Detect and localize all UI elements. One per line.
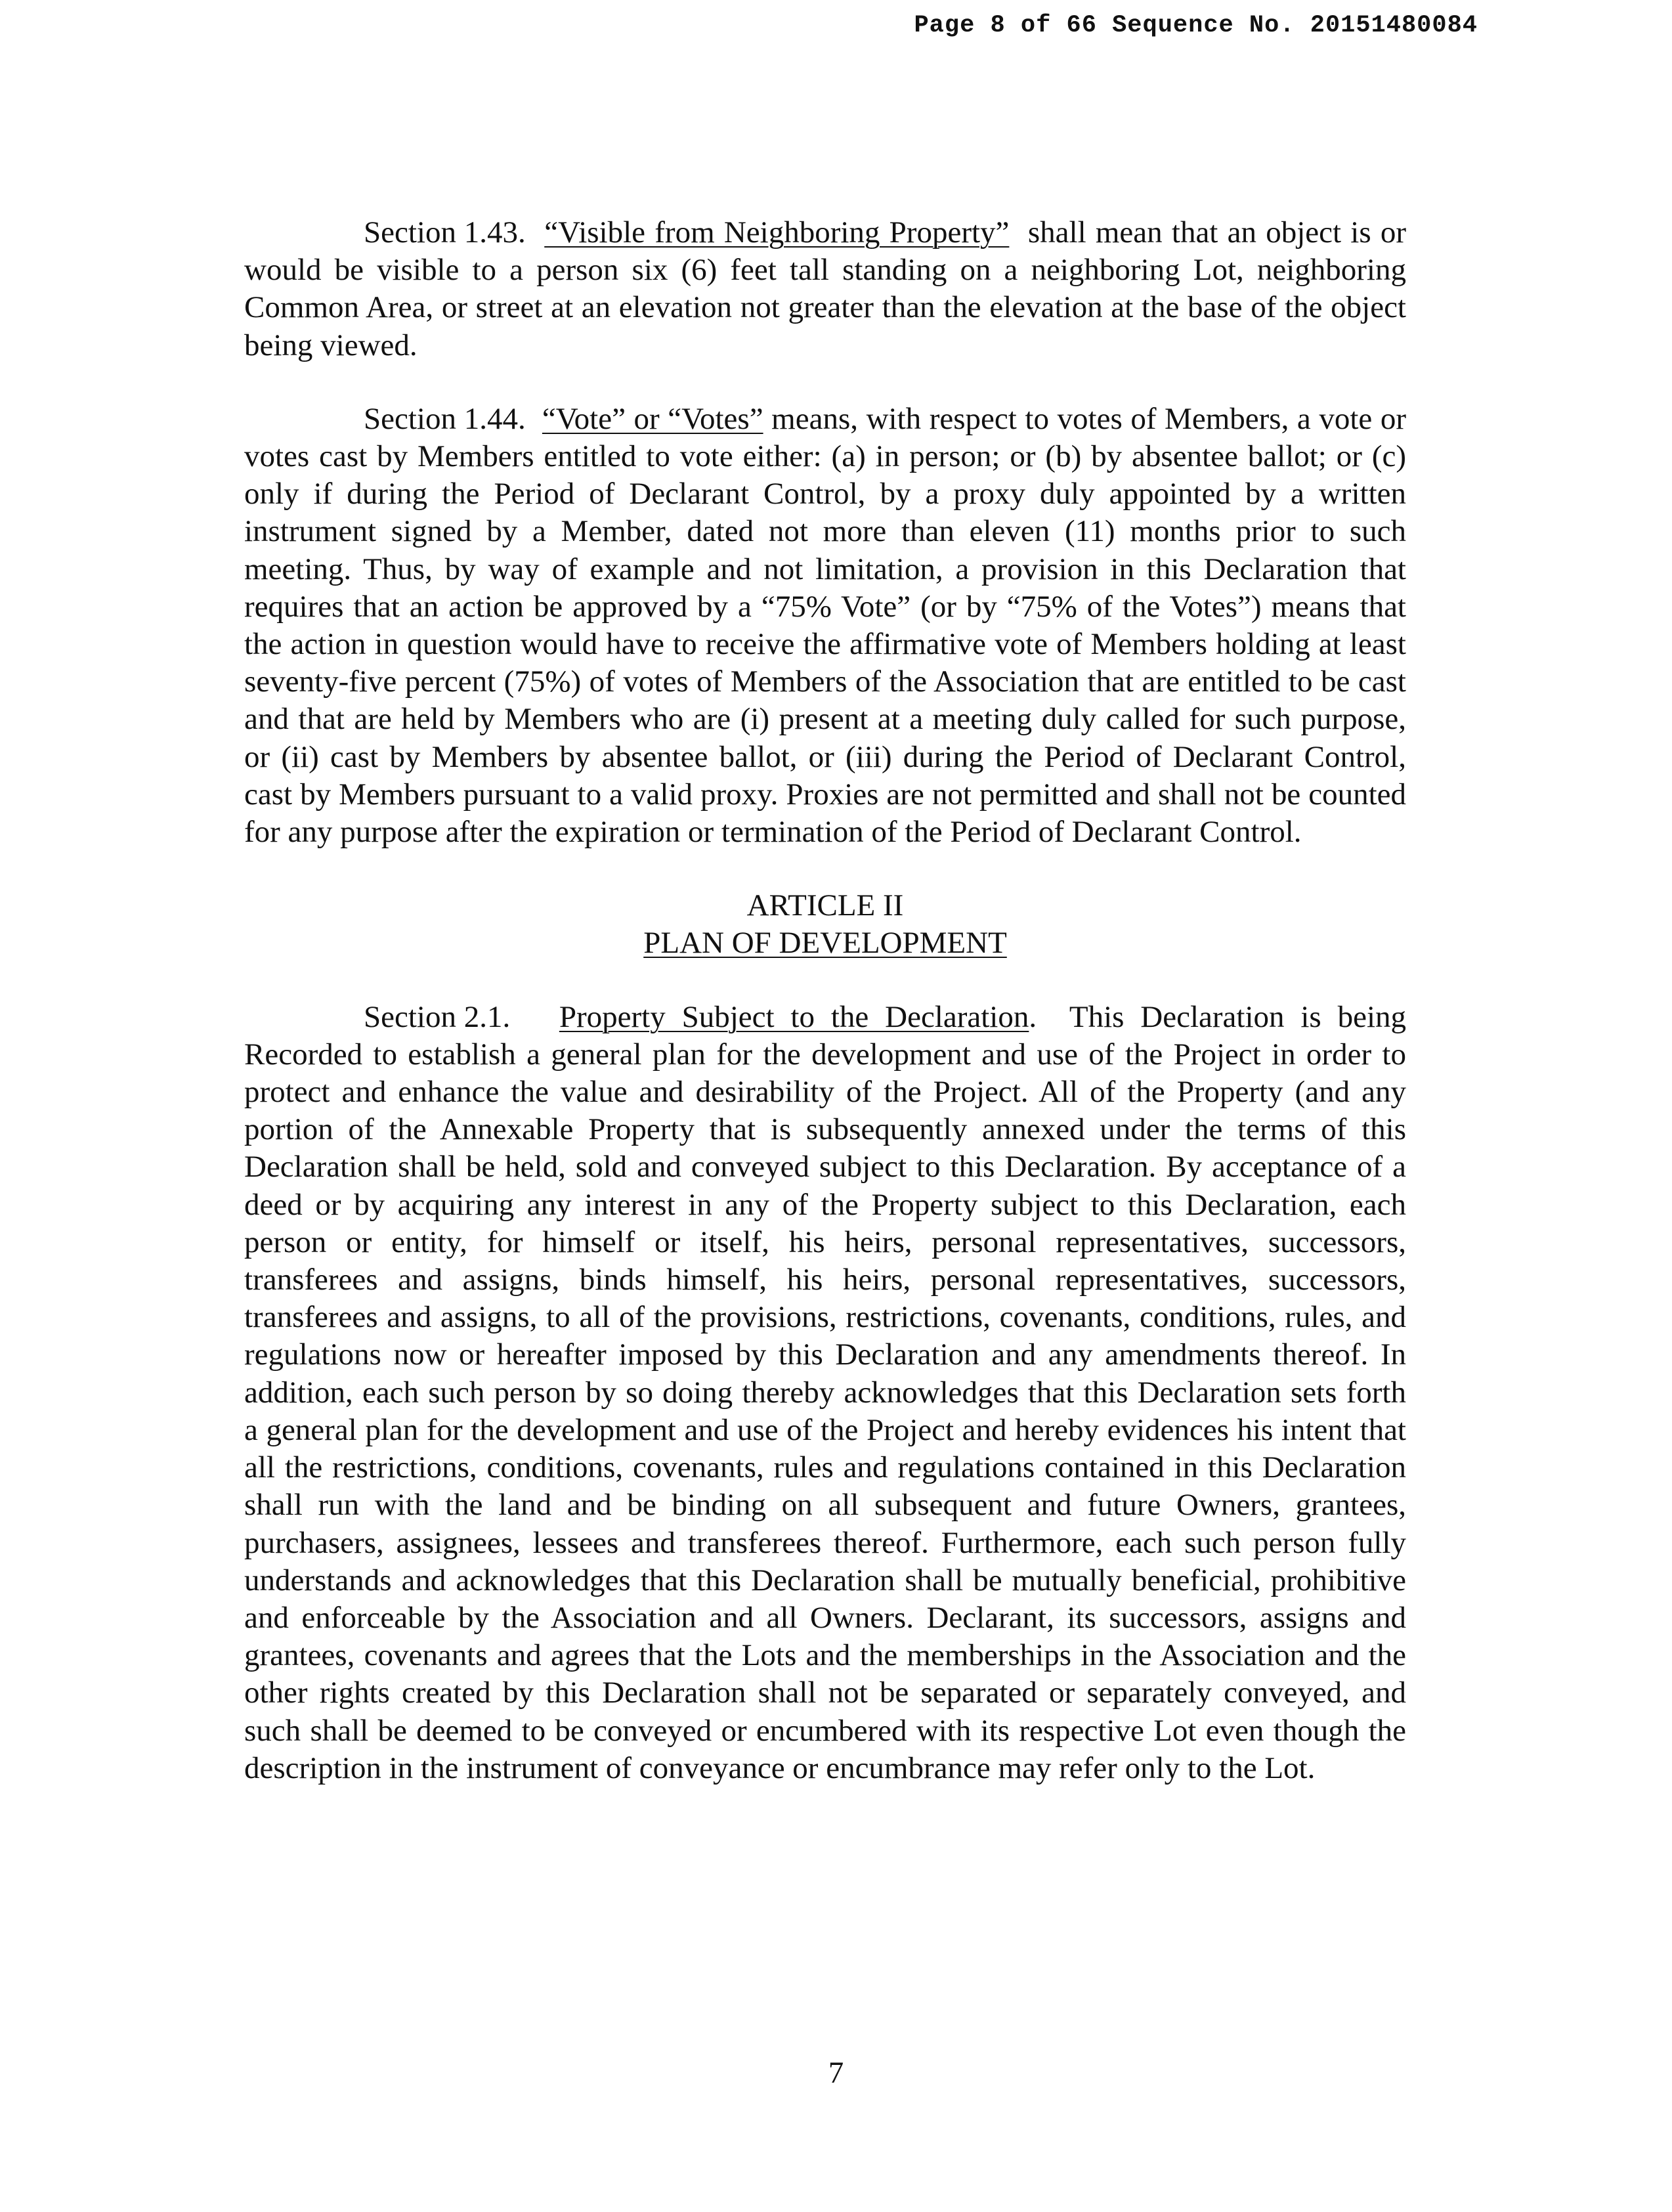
document-body: [244, 214, 1406, 1787]
section-body: shall mean that an object is or would be visible to a person six (6) feet tall standing on a neighboring Lot, neighboring Common Area, or street at an elevation not greater than the elevation at the base of the object being viewed.: [244, 215, 1407, 362]
section-1-44: [244, 401, 1406, 851]
page-sequence-header: Page 8 of 66 Sequence No. 20151480084: [914, 12, 1478, 39]
section-body: This Declaration is being Recorded to establish a general plan for the development and use of the Project in order to protect and enhance the value and desirability of the Project. All of the Property (and any portion of the Annexable Property that is subsequently annexed under the terms of this Declaration shall be held, sold and conveyed subject to this Declaration. By acceptance of a deed or by acquiring any interest in any of the Property subject to this Declaration, each person or entity, for himself or itself, his heirs, personal representatives, successors, transferees and assigns, binds himself, his heirs, personal representatives, successors, transferees and assigns, to all of the provisions, restrictions, covenants, conditions, rules, and regulations now or hereafter imposed by this Declaration and any amendments thereof. In addition, each such person by so doing thereby acknowledges that this Declaration sets forth a general plan for the development and use of the Project and hereby evidences his intent that all the restrictions, conditions, covenants, rules and regulations contained in this Declaration shall run with the land and be binding on all subsequent and future Owners, grantees, purchasers, assignees, lessees and transferees thereof. Furthermore, each such person fully understands and acknowledges that this Declaration shall be mutually beneficial, prohibitive and enforceable by the Association and all Owners. Declarant, its successors, assigns and grantees, covenants and agrees that the Lots and the memberships in the Association and the other rights created by this Declaration shall not be separated or separately conveyed, and such shall be deemed to be conveyed or encumbered with its respective Lot even though the description in the instrument of conveyance or encumbrance may refer only to the Lot.: [244, 999, 1407, 1785]
section-2-1: Section 2.1. Property Subject to the Declaration. This Declaration is being Recorded to establish a general plan for the development and use of the Project in order to protect and enhance the value and desirability of the Project. All of the Property (and any portion of the Annexable Property that is subsequently annexed under the terms of this Declaration shall be held, sold and conveyed subject to this Declaration. By acceptance of a deed or by acquiring any interest in any of the Property subject to this Declaration, each person or entity, for himself or itself, his heirs, personal representatives, successors, transferees and assigns, binds himself, his heirs, personal representatives, successors, transferees and assigns, to all of the provisions, restrictions, covenants, conditions, rules, and regulations now or hereafter imposed by this Declaration and any amendments thereof. In addition, each such person by so doing thereby acknowledges that this Declaration sets forth a general plan for the development and use of the Project and hereby evidences his intent that all the restrictions, conditions, covenants, rules and regulations contained in this Declaration shall run with the land and be binding on all subsequent and future Owners, grantees, purchasers, assignees, lessees and transferees thereof. Furthermore, each such person fully understands and acknowledges that this Declaration shall be mutually beneficial, prohibitive and enforceable by the Association and all Owners. Declarant, its successors, assigns and grantees, covenants and agrees that the Lots and the memberships in the Association and the other rights created by this Declaration shall not be separated or separately conveyed, and such shall be deemed to be conveyed or encumbered with its respective Lot even though the description in the instrument of conveyance or encumbrance may refer only to the Lot.: [244, 999, 1407, 1785]
article-label: ARTICLE II: [746, 888, 904, 923]
section-title: “Visible from Neighboring Property”: [544, 215, 1010, 249]
section-number: Section 1.43.: [364, 215, 526, 249]
section-title: Property Subject to the Declaration: [559, 999, 1029, 1034]
section-number: Section 1.44.: [364, 401, 526, 436]
section-1-43: [244, 214, 1406, 364]
section-number: Section 2.1.: [364, 999, 511, 1034]
article-heading: [244, 887, 1406, 962]
page-number: 7: [828, 2056, 844, 2090]
article-title: PLAN OF DEVELOPMENT: [643, 926, 1007, 961]
section-title: “Vote” or “Votes”: [542, 401, 763, 436]
section-body: means, with respect to votes of Members, a vote or votes cast by Members entitled to vote either: (a) in person; or (b) by absentee ballot; or (c) only if during the Period of Declarant Control, by a proxy duly appointed by a written instrument signed by a Member, dated not more than eleven (11) months prior to such meeting. Thus, by way of example and not limitation, a provision in this Declaration that requires that an action be approved by a “75% Vote” (or by “75% of the Votes”) means that the action in question would have to receive the affirmative vote of Members holding at least seventy-five percent (75%) of votes of Members of the Association that are entitled to be cast and that are held by Members who are (i) present at a meeting duly called for such purpose, or (ii) cast by Members by absentee ballot, or (iii) during the Period of Declarant Control, cast by Members pursuant to a valid proxy. Proxies are not permitted and shall not be counted for any purpose after the expiration or termination of the Period of Declarant Control.: [244, 401, 1407, 850]
